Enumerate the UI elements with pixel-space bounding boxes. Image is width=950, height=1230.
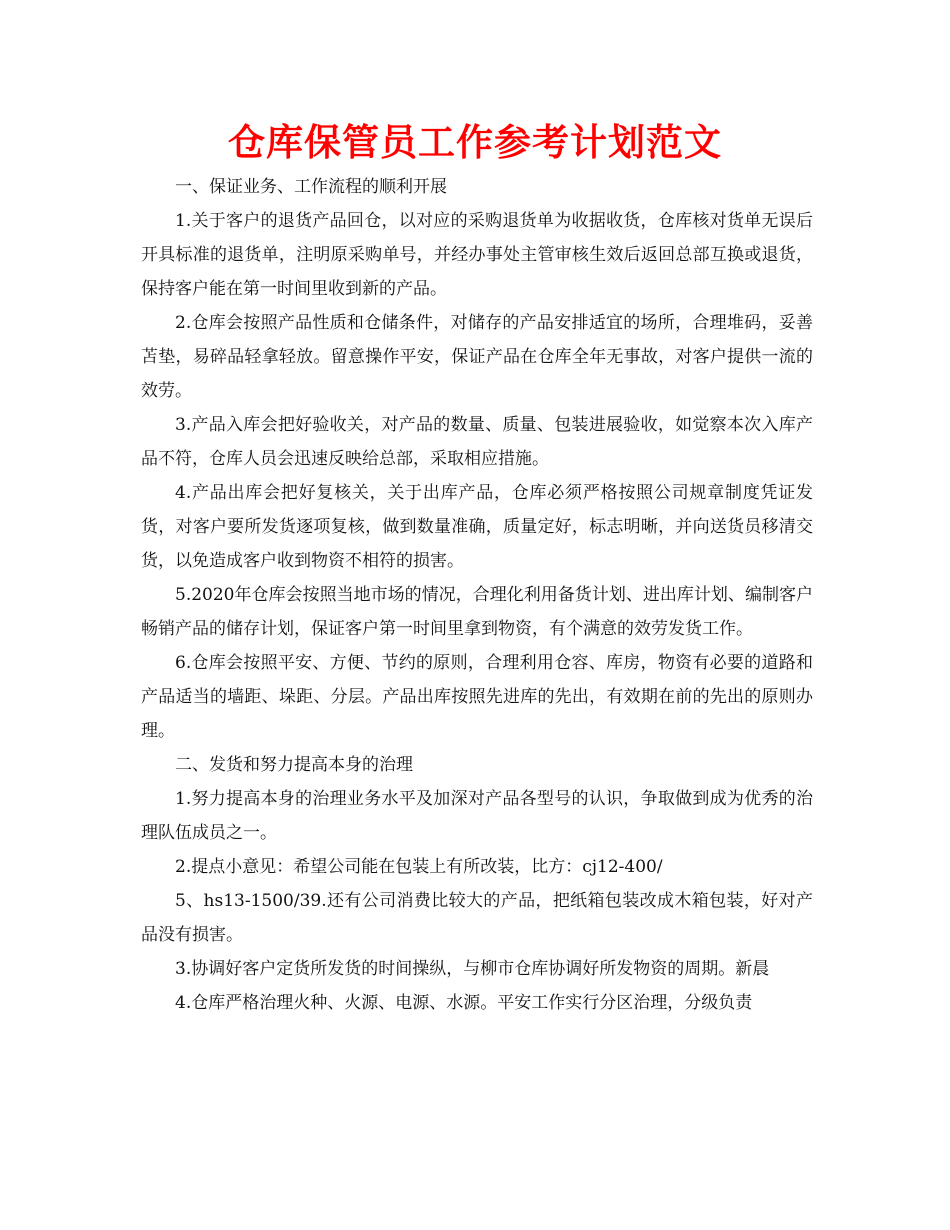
paragraph-3: 3.产品入库会把好验收关，对产品的数量、质量、包装进展验收，如觉察本次入库产品不符，仓库人员会迅速反映给总部，采取相应措施。 <box>141 415 813 469</box>
section-heading-2: 二、发货和努力提高本身的治理 <box>175 755 413 775</box>
section-heading-1: 一、保证业务、工作流程的顺利开展 <box>175 177 447 197</box>
document-body <box>141 170 813 1020</box>
document-title: 仓库保管员工作参考计划范文 <box>228 121 722 164</box>
paragraph-5: 5.2020年仓库会按照当地市场的情况，合理化利用备货计划、进出库计划、编制客户畅销产品的储存计划，保证客户第一时间里拿到物资，有个满意的效劳发货工作。 <box>141 585 813 639</box>
paragraph-9: 5、hs13-1500/39.还有公司消费比较大的产品，把纸箱包装改成木箱包装，好对产品没有损害。 <box>141 891 813 945</box>
paragraph-4: 4.产品出库会把好复核关，关于出库产品，仓库必须严格按照公司规章制度凭证发货，对客户要所发货逐项复核，做到数量准确，质量定好，标志明晰，并向送货员移清交货，以免造成客户收到物资不相符的损害。 <box>141 483 813 571</box>
paragraph-8: 2.提点小意见：希望公司能在包装上有所改装，比方：cj12-400/ <box>175 857 663 877</box>
paragraph-10: 3.协调好客户定货所发货的时间操纵，与柳市仓库协调好所发物资的周期。新晨 <box>175 959 770 979</box>
paragraph-6: 6.仓库会按照平安、方便、节约的原则，合理利用仓容、库房，物资有必要的道路和产品适当的墙距、垛距、分层。产品出库按照先进库的先出，有效期在前的先出的原则办理。 <box>141 653 813 741</box>
paragraph-1: 1.关于客户的退货产品回仓，以对应的采购退货单为收据收货，仓库核对货单无误后开具标准的退货单，注明原采购单号，并经办事处主管审核生效后返回总部互换或退货，保持客户能在第一时间里收到新的产品。 <box>141 211 813 299</box>
paragraph-7: 1.努力提高本身的治理业务水平及加深对产品各型号的认识，争取做到成为优秀的治理队伍成员之一。 <box>141 789 813 843</box>
paragraph-11: 4.仓库严格治理火种、火源、电源、水源。平安工作实行分区治理，分级负责 <box>175 993 753 1013</box>
paragraph-2: 2.仓库会按照产品性质和仓储条件，对储存的产品安排适宜的场所，合理堆码，妥善苫垫，易碎品轻拿轻放。留意操作平安，保证产品在仓库全年无事故，对客户提供一流的效劳。 <box>141 313 813 401</box>
